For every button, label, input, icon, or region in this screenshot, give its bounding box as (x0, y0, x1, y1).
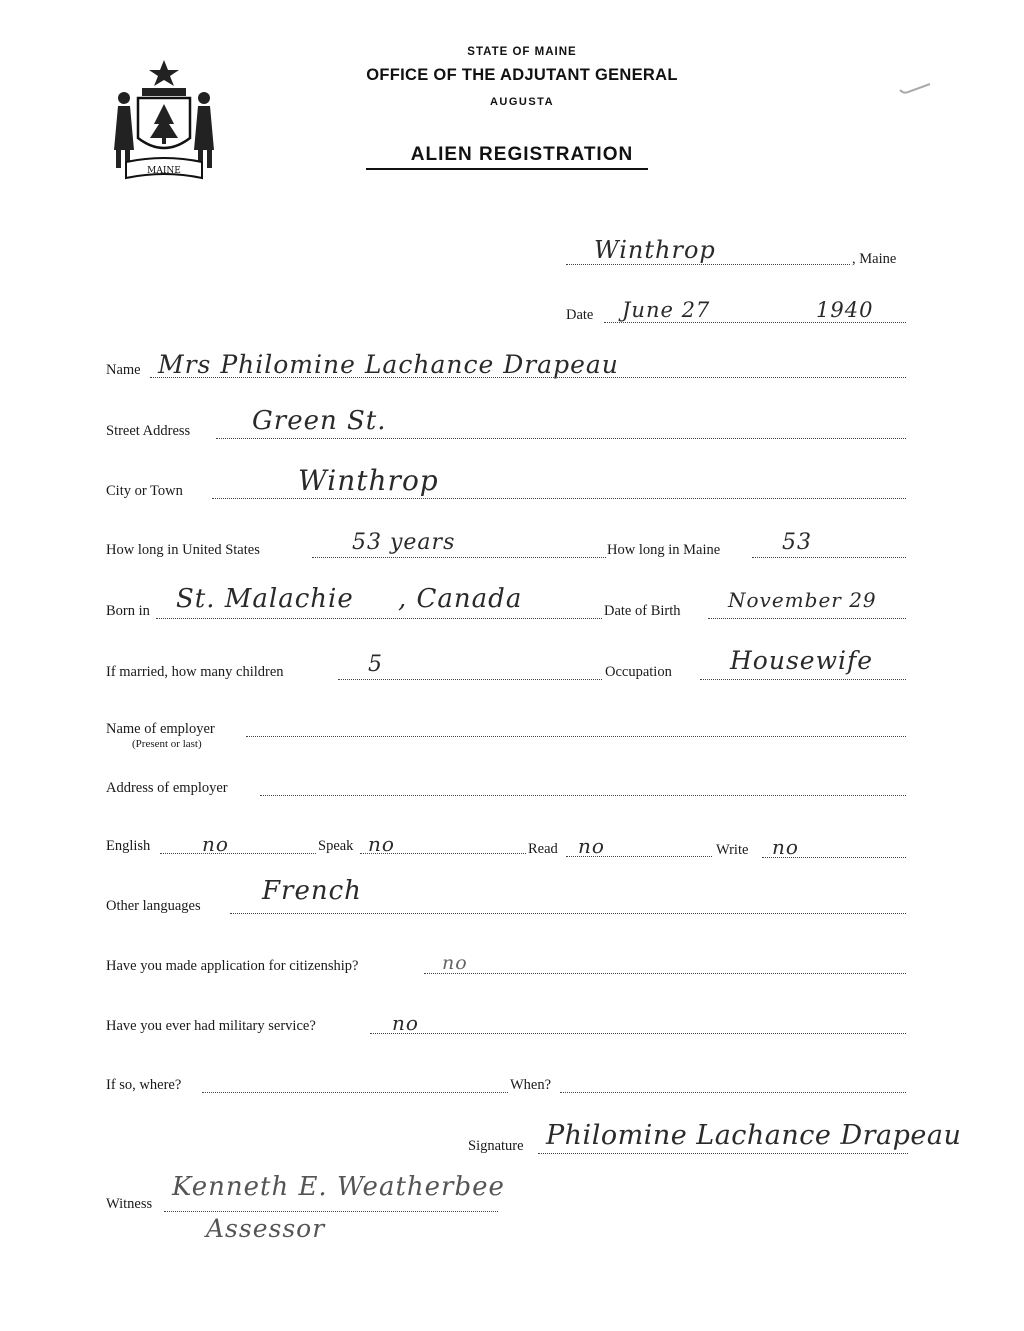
children-value: 5 (368, 652, 383, 677)
other-languages-line (230, 913, 906, 914)
citizenship-line (424, 973, 906, 974)
us-duration-value: 53 years (352, 530, 456, 555)
speak-label: Speak (318, 838, 354, 854)
employer-label: Name of employer (106, 721, 215, 737)
witness-value: Kenneth E. Weatherbee (172, 1172, 505, 1202)
english-label: English (106, 838, 151, 854)
title-underline (366, 168, 648, 170)
date-year-value: 1940 (816, 298, 874, 322)
when-line (560, 1092, 906, 1093)
citizenship-label: Have you made application for citizenship? (106, 958, 359, 974)
speak-value: no (368, 832, 395, 856)
witness-label: Witness (106, 1196, 153, 1212)
occupation-label: Occupation (605, 664, 672, 680)
employer-sub-label: (Present or last) (132, 738, 202, 750)
write-label: Write (716, 842, 749, 858)
date-of-birth-value: November 29 (728, 588, 877, 612)
other-languages-label: Other languages (106, 898, 201, 914)
english-line (160, 853, 316, 854)
maine-duration-value: 53 (782, 530, 812, 555)
name-value: Mrs Philomine Lachance Drapeau (158, 350, 619, 379)
when-label: When? (510, 1077, 552, 1093)
office-heading: OFFICE OF THE ADJUTANT GENERAL (366, 66, 678, 84)
signature-value: Philomine Lachance Drapeau (546, 1120, 962, 1151)
english-value: no (202, 832, 229, 856)
maine-duration-line (752, 557, 906, 558)
date-of-birth-label: Date of Birth (604, 603, 681, 619)
street-address-label: Street Address (106, 423, 191, 439)
children-label: If married, how many children (106, 664, 284, 680)
other-languages-value: French (262, 876, 362, 906)
read-value: no (578, 834, 605, 858)
us-duration-label: How long in United States (106, 542, 260, 558)
date-label: Date (566, 307, 594, 323)
witness-title-value: Assessor (206, 1214, 326, 1243)
military-line (370, 1033, 906, 1034)
military-label: Have you ever had military service? (106, 1018, 316, 1034)
children-line (338, 679, 602, 680)
born-in-label: Born in (106, 603, 150, 619)
occupation-line (700, 679, 906, 680)
military-value: no (392, 1011, 419, 1035)
employer-address-line (260, 795, 906, 796)
city-value: Winthrop (298, 464, 439, 497)
where-line (202, 1092, 508, 1093)
date-line (604, 322, 906, 323)
city-label: City or Town (106, 483, 183, 499)
date-of-birth-line (708, 618, 906, 619)
form-title: ALIEN REGISTRATION (410, 144, 634, 165)
where-label: If so, where? (106, 1077, 182, 1093)
write-value: no (772, 835, 799, 859)
born-place-value: St. Malachie (176, 584, 354, 614)
born-country-value: , Canada (398, 584, 523, 614)
read-label: Read (528, 841, 558, 857)
signature-label: Signature (468, 1138, 524, 1154)
place-value: Winthrop (594, 236, 716, 264)
occupation-value: Housewife (730, 646, 874, 675)
city-heading: AUGUSTA (489, 96, 555, 108)
maine-duration-label: How long in Maine (607, 542, 721, 558)
place-line (566, 264, 850, 265)
employer-line (246, 736, 906, 737)
us-duration-line (312, 557, 606, 558)
seal-banner-text: MAINE (147, 166, 181, 176)
witness-line (164, 1211, 498, 1212)
name-label: Name (106, 362, 141, 378)
city-line (212, 498, 906, 499)
signature-line (538, 1153, 908, 1154)
place-suffix-label: , Maine (852, 251, 897, 267)
date-month-day-value: June 27 (622, 298, 711, 322)
state-heading: STATE OF MAINE (467, 46, 577, 58)
street-address-value: Green St. (252, 406, 387, 436)
citizenship-value: no (442, 952, 468, 974)
street-address-line (216, 438, 906, 439)
employer-address-label: Address of employer (106, 780, 228, 796)
born-in-line (156, 618, 602, 619)
